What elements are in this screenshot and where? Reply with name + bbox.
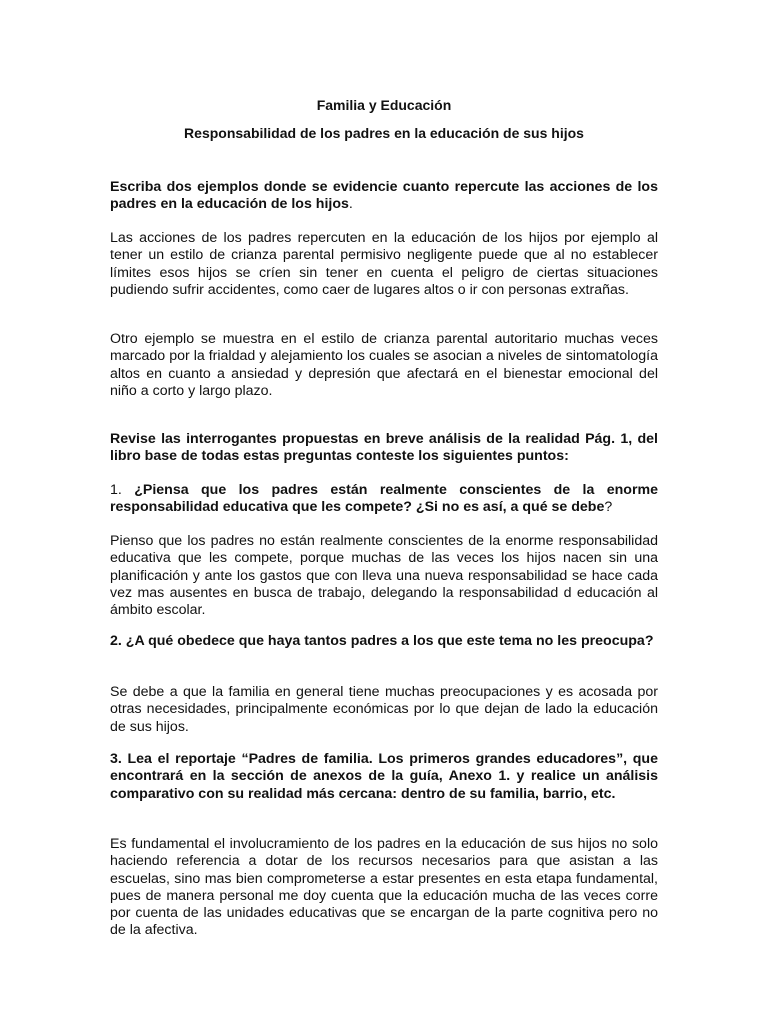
answer-1: Pienso que los padres no están realmente conscientes de la enorme responsabilidad educativa que les compete, porque muchas de las veces los hijos nacen sin una planificación y ante los gastos que con lleva una nueva responsabilidad se hace cada vez mas ausentes en busca de trabajo, delegando la responsabilidad d educación al ámbito escolar. (110, 533, 658, 619)
question-1 (110, 482, 658, 517)
question-1-text: ¿Piensa que los padres están realmente conscientes de la enorme responsabilidad educativa que les compete? ¿Si no es así, a qué se debe (110, 482, 658, 516)
document-title: Familia y Educación (316, 97, 452, 113)
document-subtitle: Responsabilidad de los padres en la educación de sus hijos (184, 125, 584, 141)
prompt-questions: Revise las interrogantes propuestas en breve análisis de la realidad Pág. 1, del libro base de todas estas preguntas conteste los siguientes puntos: (110, 431, 658, 465)
answer-example-2: Otro ejemplo se muestra en el estilo de crianza parental autoritario muchas veces marcado por la frialdad y alejamiento los cuales se asocian a niveles de sintomatología altos en cuanto a ansiedad y depresión que afectará en el bienestar emocional del niño a corto y largo plazo. (110, 331, 658, 399)
answer-2: Se debe a que la familia en general tiene muchas preocupaciones y es acosada por otras necesidades, principalmente económicas por lo que dejan de lado la educación de sus hijos. (110, 684, 658, 735)
question-3: 3. Lea el reportaje “Padres de familia. Los primeros grandes educadores”, que encontrará en la sección de anexos de la guía, Anexo 1. y realice un análisis comparativo con su realidad más cercana: dentro de su familia, barrio, etc. (110, 751, 658, 802)
prompt-examples (110, 179, 658, 214)
answer-3: Es fundamental el involucramiento de los padres en la educación de sus hijos no solo haciendo referencia a dotar de los recursos necesarios para que asistan a las escuelas, sino mas bien comprometerse a estar presentes en esta etapa fundamental, pues de manera personal me doy cuenta que la educación mucha de las veces corre por cuenta de las unidades educativas que se encargan de la parte cognitiva pero no de la afectiva. (110, 836, 658, 939)
question-2: 2. ¿A qué obedece que haya tantos padres a los que este tema no les preocupa? (110, 633, 654, 649)
question-1-number: 1. (110, 482, 135, 498)
prompt-examples-text: Escriba dos ejemplos donde se evidencie cuanto repercute las acciones de los padres en la educación de los hijos (110, 179, 658, 213)
prompt-examples-end: . (348, 196, 353, 213)
question-1-end: ? (604, 499, 613, 516)
answer-example-1: Las acciones de los padres repercuten en la educación de los hijos por ejemplo al tener un estilo de crianza parental permisivo negligente puede que al no establecer límites esos hijos se críen sin tener en cuenta el peligro de ciertas situaciones pudiendo sufrir accidentes, como caer de lugares altos o ir con personas extrañas. (110, 230, 658, 298)
